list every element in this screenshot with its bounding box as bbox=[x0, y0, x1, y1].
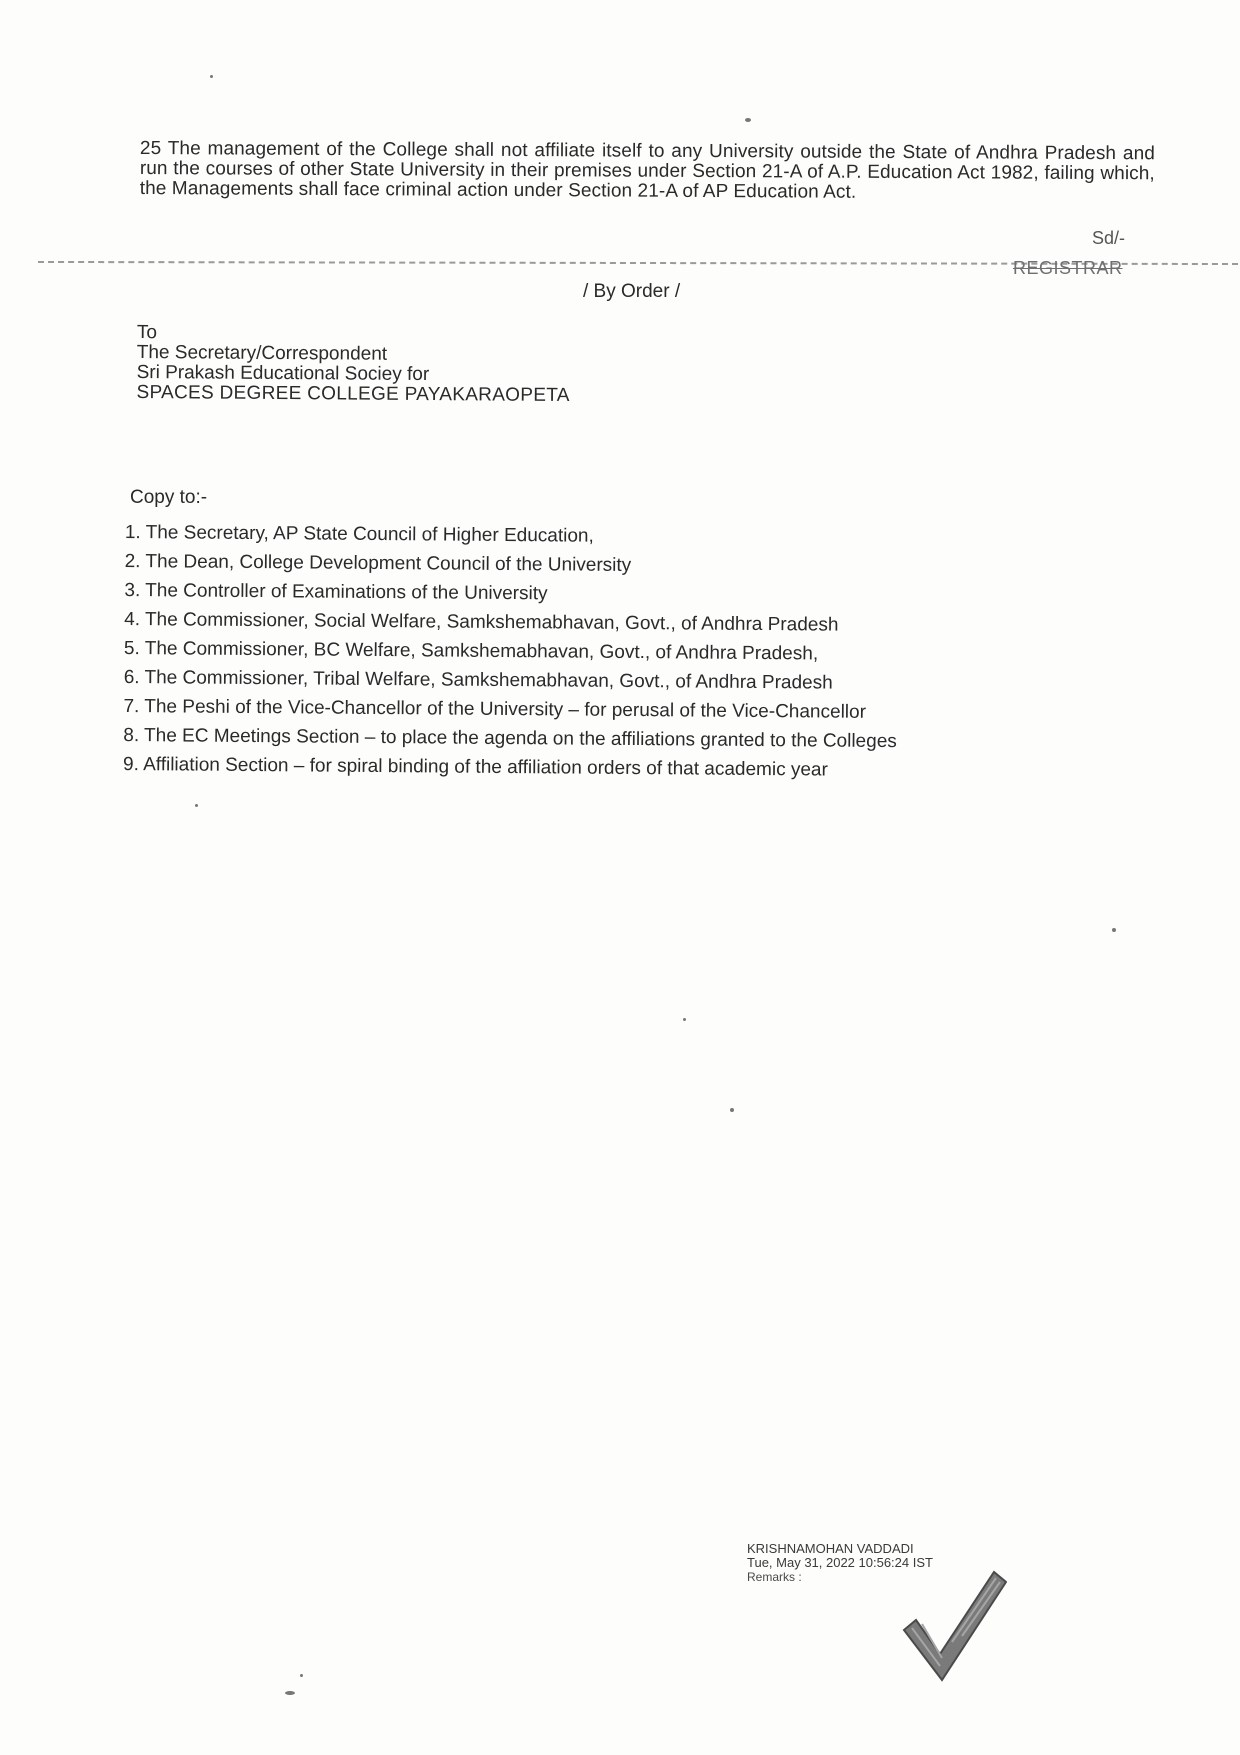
copy-to-item: 6. The Commissioner, Tribal Welfare, Samkshemabhavan, Govt., of Andhra Pradesh bbox=[123, 666, 833, 694]
digital-signature-block bbox=[747, 1542, 1007, 1682]
copy-to-list bbox=[123, 518, 899, 785]
scan-speck bbox=[1112, 928, 1116, 932]
clause-25: 25 The management of the College shall not affiliate itself to any University outside the State of Andhra Pradesh and run the courses of other State University in their premises under Section 21-A of A.P. Education Act 1982, failing which, the Managements shall face criminal action under Section 21-A of AP Education Act. bbox=[139, 138, 1155, 203]
copy-to-item: 4. The Commissioner, Social Welfare, Samkshemabhavan, Govt., of Andhra Pradesh bbox=[124, 608, 839, 636]
scan-speck bbox=[285, 1691, 295, 1695]
sd-signature-mark: Sd/- bbox=[1092, 228, 1126, 248]
scan-speck bbox=[300, 1674, 303, 1677]
copy-to-item: 3. The Controller of Examinations of the University bbox=[124, 579, 548, 605]
copy-to-item: 2. The Dean, College Development Council of the University bbox=[124, 550, 632, 576]
by-order-line: / By Order / bbox=[583, 281, 681, 302]
registrar-designation: REGISTRAR bbox=[1013, 258, 1123, 278]
address-line-1: The Secretary/Correspondent bbox=[136, 341, 388, 365]
copy-to-item: 7. The Peshi of the Vice-Chancellor of the University – for perusal of the Vice-Chancellor bbox=[123, 695, 867, 723]
copy-to-item: 1. The Secretary, AP State Council of Higher Education, bbox=[124, 521, 594, 547]
checkmark-icon bbox=[902, 1568, 1007, 1682]
address-to: To bbox=[136, 322, 158, 344]
copy-to-item: 9. Affiliation Section – for spiral binding of the affiliation orders of that academic year bbox=[122, 753, 828, 781]
signature-remarks: Remarks : bbox=[747, 1570, 802, 1584]
scan-speck bbox=[195, 804, 198, 807]
signer-name: KRISHNAMOHAN VADDADI bbox=[747, 1541, 914, 1556]
copy-to-item: 5. The Commissioner, BC Welfare, Samkshemabhavan, Govt., of Andhra Pradesh, bbox=[123, 637, 819, 665]
scan-speck bbox=[745, 118, 751, 122]
recipient-address bbox=[136, 323, 570, 406]
copy-to-item: 8. The EC Meetings Section – to place the agenda on the affiliations granted to the Colleges bbox=[123, 724, 897, 753]
signature-datetime: Tue, May 31, 2022 10:56:24 IST bbox=[747, 1555, 933, 1570]
scan-speck bbox=[210, 75, 213, 78]
address-line-2: Sri Prakash Educational Sociey for bbox=[136, 361, 430, 386]
address-line-3: SPACES DEGREE COLLEGE PAYAKARAOPETA bbox=[136, 381, 570, 407]
copy-to-label: Copy to:- bbox=[130, 487, 208, 508]
scan-speck bbox=[683, 1018, 686, 1021]
scan-speck bbox=[730, 1108, 734, 1112]
